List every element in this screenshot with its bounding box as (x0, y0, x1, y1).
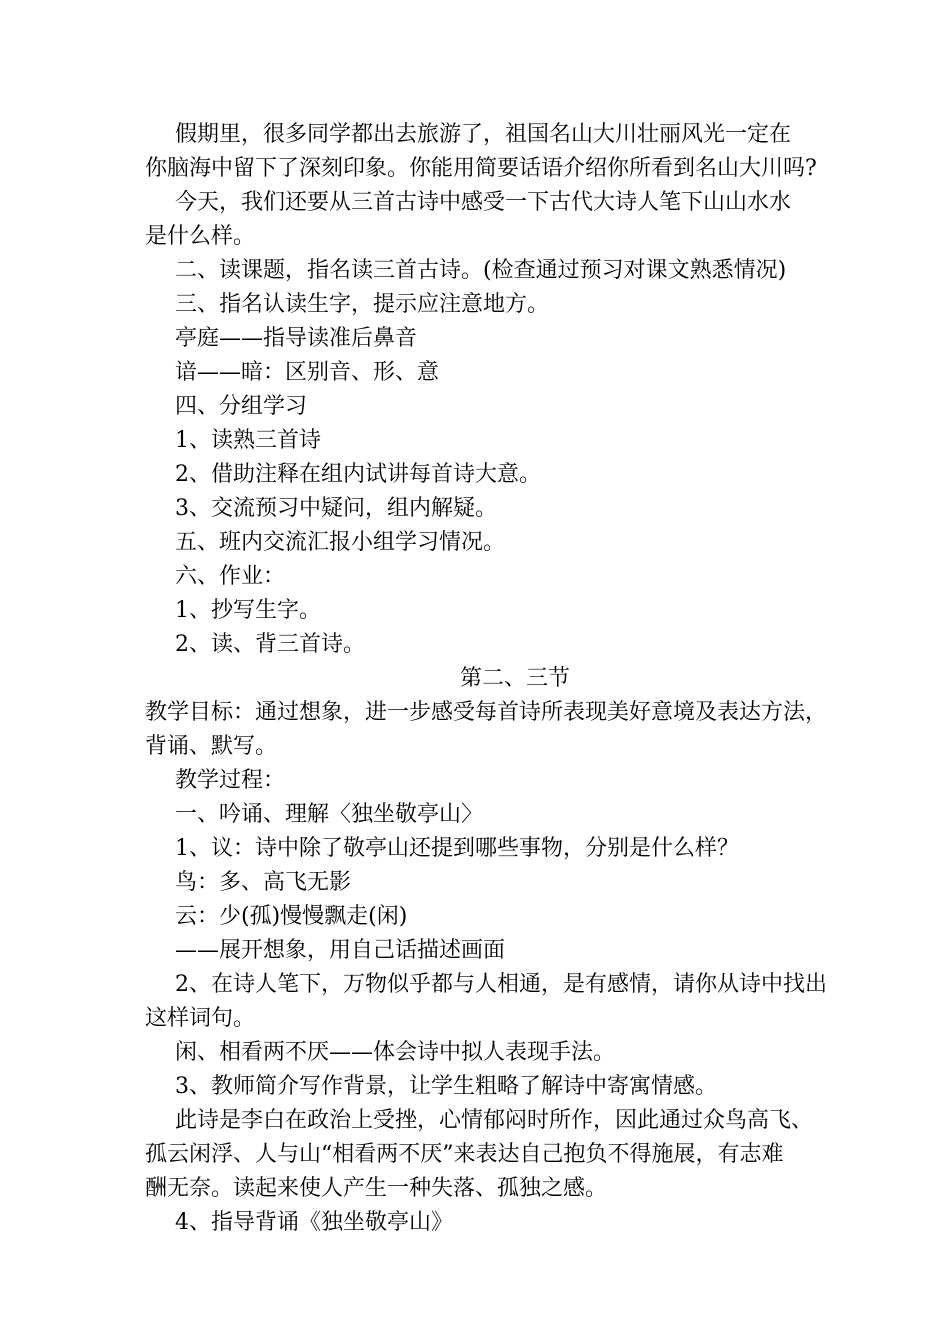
document-body (145, 118, 828, 1240)
text-line: 酬无奈。读起来使人产生一种失落、孤独之感。 (145, 1176, 608, 1201)
text-line: 1、议：诗中除了敬亭山还提到哪些事物，分别是什么样？ (175, 836, 739, 861)
text-line: 谙——暗：区别音、形、意 (175, 360, 440, 385)
text-line: 这样词句。 (145, 1006, 256, 1031)
text-line: 闲、相看两不厌——体会诗中拟人表现手法。 (175, 1040, 616, 1065)
section-heading: 第二、三节 (459, 666, 570, 691)
text-line: 六、作业： (175, 564, 286, 589)
text-line: 五、班内交流汇报小组学习情况。 (175, 530, 506, 555)
text-line: 你脑海中留下了深刻印象。你能用简要话语介绍你所看到名山大川吗? (145, 156, 817, 181)
text-line: 今天，我们还要从三首古诗中感受一下古代大诗人笔下山山水水 (175, 190, 792, 215)
text-line: 云：少(孤)慢慢飘走(闲) (175, 904, 408, 929)
text-line: ——展开想象，用自己话描述画面 (175, 938, 506, 963)
text-line: 三、指名认读生字，提示应注意地方。 (175, 292, 550, 317)
text-line: 假期里，很多同学都出去旅游了，祖国名山大川壮丽风光一定在 (175, 122, 792, 147)
text-line: 3、教师简介写作背景，让学生粗略了解诗中寄寓情感。 (175, 1074, 717, 1099)
text-line: 1、抄写生字。 (175, 598, 321, 623)
text-line: 4、指导背诵《独坐敬亭山》 (175, 1210, 453, 1235)
text-line: 2、在诗人笔下，万物似乎都与人相通，是有感情，请你从诗中找出 (175, 972, 827, 997)
text-line: 教学过程： (175, 768, 286, 793)
text-line: 背诵、默写。 (145, 734, 278, 759)
text-line: 教学目标：通过想象，进一步感受每首诗所表现美好意境及表达方法， (145, 700, 828, 725)
text-line: 此诗是李白在政治上受挫，心情郁闷时所作，因此通过众鸟高飞、 (175, 1108, 814, 1133)
text-line: 3、交流预习中疑问，组内解疑。 (175, 496, 497, 521)
text-line: 孤云闲浮、人与山“相看两不厌”来表达自己抱负不得施展，有志难 (145, 1142, 784, 1167)
text-line: 2、借助注释在组内试讲每首诗大意。 (175, 462, 541, 487)
text-line: 一、吟诵、理解〈独坐敬亭山〉 (175, 802, 484, 827)
text-line: 是什么样。 (145, 224, 256, 249)
text-line: 亭庭——指导读准后鼻音 (175, 326, 418, 351)
text-line: 四、分组学习 (175, 394, 308, 419)
text-line: 2、读、背三首诗。 (175, 632, 365, 657)
text-line: 二、读课题，指名读三首古诗。(检查通过预习对课文熟悉情况) (175, 258, 787, 283)
text-line: 鸟：多、高飞无影 (175, 870, 352, 895)
text-line: 1、读熟三首诗 (175, 428, 321, 453)
